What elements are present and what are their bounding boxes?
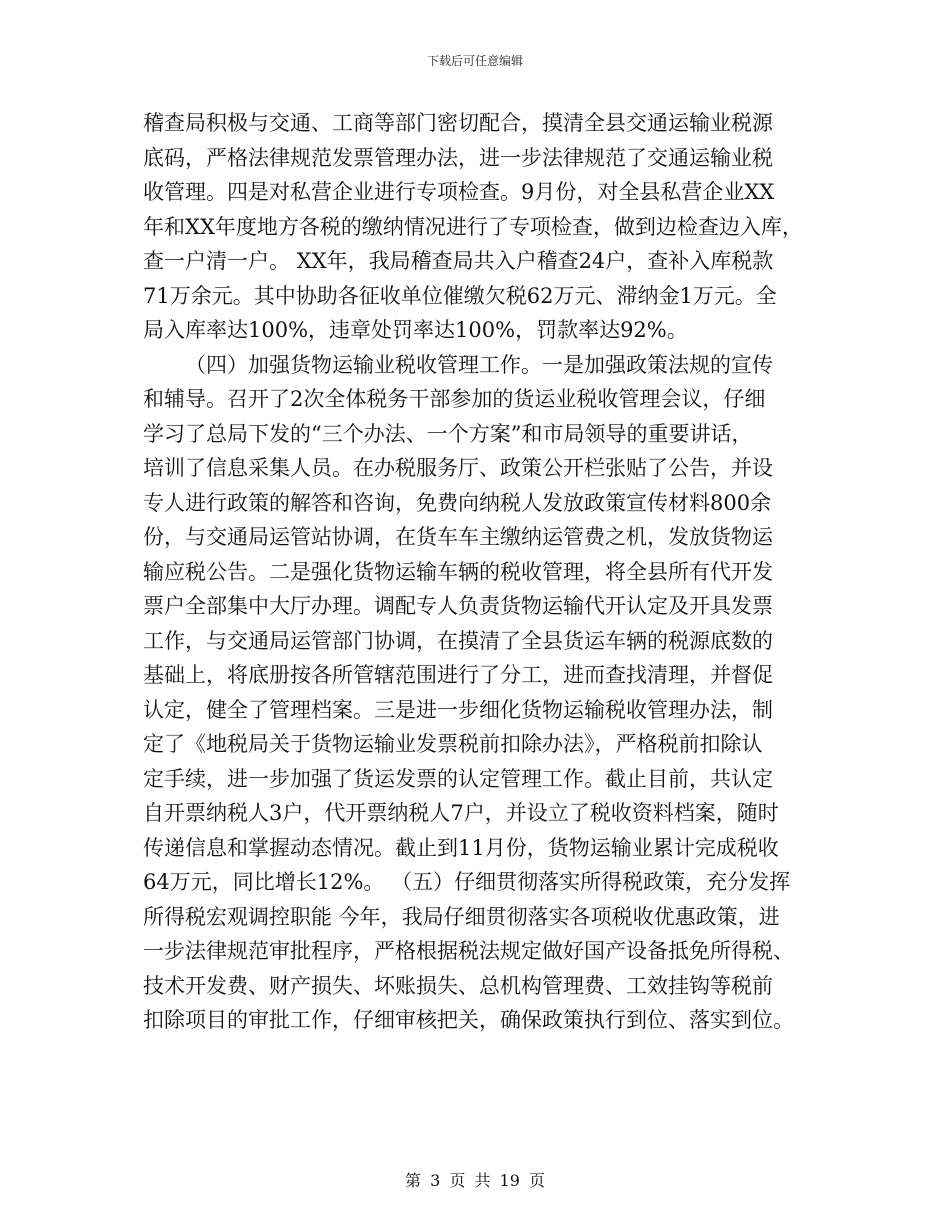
page-footer: 第 3 页 共 19 页: [405, 1171, 545, 1190]
text-line: 所得税宏观调控职能 今年，我局仔细贯彻落实各项税收优惠政策，进: [143, 904, 780, 929]
text-line: 认定，健全了管理档案。三是进一步细化货物运输税收管理办法，制: [143, 697, 773, 722]
text-line: 技术开发费、财产损失、坏账损失、总机构管理费、工效挂钩等税前: [143, 973, 773, 998]
text-line: 工作，与交通局运管部门协调，在摸清了全县货运车辆的税源底数的: [143, 628, 773, 653]
text-line: 传递信息和掌握动态情况。截止到11月份，货物运输业累计完成税收: [143, 835, 779, 860]
text-line: 输应税公告。二是强化货物运输车辆的税收管理，将全县所有代开发: [143, 559, 773, 584]
text-line: 扣除项目的审批工作，仔细审核把关，确保政策执行到位、落实到位。: [143, 1008, 794, 1032]
text-line: 年和XX年度地方各税的缴纳情况进行了专项检查，做到边检查边入库，: [143, 214, 803, 239]
text-line: 查一户清一户。 XX年，我局稽查局共入户稽查24户，查补入库税款: [143, 249, 774, 273]
document-body: [143, 106, 811, 1038]
text-line: 培训了信息采集人员。在办税服务厅、政策公开栏张贴了公告，并设: [143, 456, 773, 480]
text-line: 票户全部集中大厅办理。调配专人负责货物运输代开认定及开具发票: [143, 594, 773, 618]
text-line: 和辅导。召开了2次全体税务干部参加的货运业税收管理会议，仔细: [143, 387, 766, 411]
text-line: 局入库率达100%，违章处罚率达100%，罚款率达92%。: [143, 318, 688, 342]
text-line: 底码，严格法律规范发票管理办法，进一步法律规范了交通运输业税: [143, 145, 773, 170]
page-header: 下载后可任意编辑: [426, 54, 523, 68]
text-line: 学习了总局下发的“三个办法、一个方案”和市局领导的重要讲话，: [143, 421, 753, 446]
text-line: 专人进行政策的解答和咨询，免费向纳税人发放政策宣传材料800余: [143, 490, 772, 515]
text-line: 收管理。四是对私营企业进行专项检查。9月份，对全县私营企业XX: [143, 180, 775, 204]
text-line: 71万余元。其中协助各征收单位催缴欠税62万元、滞纳金1万元。全: [143, 283, 777, 308]
text-line: 份，与交通局运管站协调，在货车车主缴纳运管费之机，发放货物运: [143, 525, 773, 549]
text-line: 一步法律规范审批程序，严格根据税法规定做好国产设备抵免所得税、: [143, 939, 794, 963]
text-line: 基础上，将底册按各所管辖范围进行了分工，进而查找清理，并督促: [143, 663, 773, 687]
text-line: 64万元，同比增长12%。 （五）仔细贯彻落实所得税政策，充分发挥: [143, 870, 791, 894]
text-line: 稽查局积极与交通、工商等部门密切配合，摸清全县交通运输业税源: [143, 111, 773, 135]
text-line: 自开票纳税人3户，代开票纳税人7户，并设立了税收资料档案，随时: [143, 801, 779, 825]
text-line: 定了《地税局关于货物运输业发票税前扣除办法》，严格税前扣除认: [143, 732, 763, 756]
text-line: 定手续，进一步加强了货运发票的认定管理工作。截止目前，共认定: [143, 766, 773, 791]
section-heading-line: （四）加强货物运输业税收管理工作。一是加强政策法规的宣传: [185, 352, 773, 377]
